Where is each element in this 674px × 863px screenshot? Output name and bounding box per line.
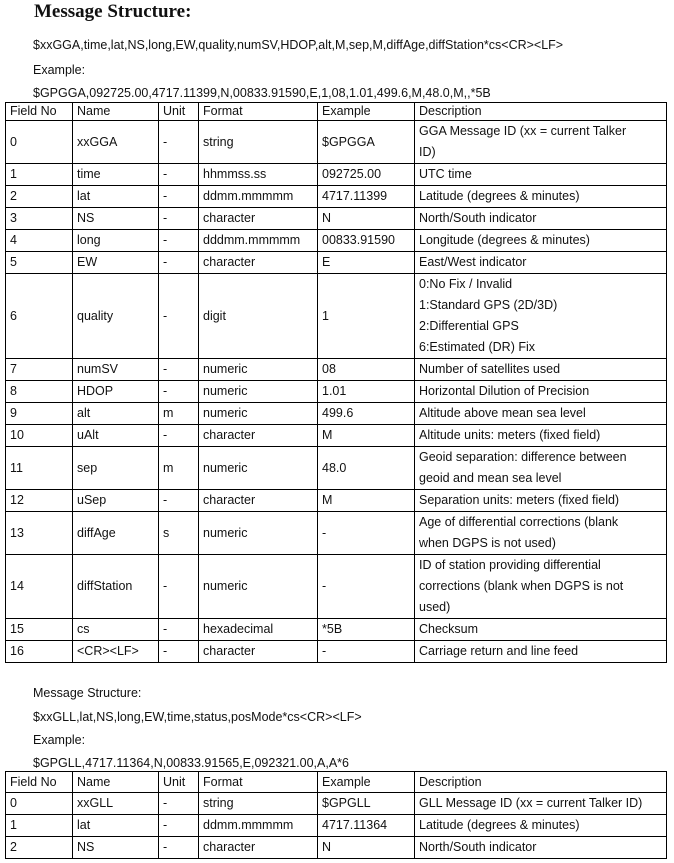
column-header-format: Format — [199, 103, 318, 121]
cell-unit: - — [159, 252, 199, 274]
cell-name: EW — [73, 252, 159, 274]
cell-format: ddmm.mmmmm — [199, 815, 318, 837]
cell-example: 4717.11364 — [318, 815, 415, 837]
cell-field-no: 7 — [6, 359, 73, 381]
description-line: Separation units: meters (fixed field) — [419, 493, 620, 507]
cell-example: $GPGLL — [318, 793, 415, 815]
cell-format: numeric — [199, 512, 318, 555]
cell-example: *5B — [318, 619, 415, 641]
cell-format: string — [199, 793, 318, 815]
cell-unit: - — [159, 359, 199, 381]
cell-field-no: 11 — [6, 447, 73, 490]
cell-name: xxGGA — [73, 121, 159, 164]
table-row — [6, 121, 667, 164]
section2-structure: $xxGLL,lat,NS,long,EW,time,status,posMode*cs<CR><LF> — [33, 710, 362, 724]
cell-field-no: 3 — [6, 208, 73, 230]
cell-description — [415, 837, 667, 859]
column-header-field-no: Field No — [6, 103, 73, 121]
cell-unit: - — [159, 641, 199, 663]
cell-field-no: 4 — [6, 230, 73, 252]
column-header-unit: Unit — [159, 772, 199, 793]
cell-example: 08 — [318, 359, 415, 381]
cell-name: time — [73, 164, 159, 186]
cell-unit: - — [159, 555, 199, 619]
description-line: North/South indicator — [419, 211, 537, 225]
cell-format: character — [199, 837, 318, 859]
description-line: North/South indicator — [419, 840, 537, 854]
cell-description — [415, 359, 667, 381]
description-line: Longitude (degrees & minutes) — [419, 233, 590, 247]
cell-field-no: 0 — [6, 121, 73, 164]
description-line: corrections (blank when DGPS is not — [419, 579, 624, 593]
cell-unit: - — [159, 793, 199, 815]
cell-field-no: 5 — [6, 252, 73, 274]
section2-heading: Message Structure: — [33, 686, 142, 700]
description-line: GGA Message ID (xx = current Talker — [419, 124, 627, 138]
cell-description — [415, 186, 667, 208]
cell-description — [415, 490, 667, 512]
cell-field-no: 2 — [6, 186, 73, 208]
gll-field-table — [5, 771, 667, 859]
cell-field-no: 14 — [6, 555, 73, 619]
table-row — [6, 381, 667, 403]
cell-example: 1 — [318, 274, 415, 359]
cell-unit: m — [159, 403, 199, 425]
description-line: 0:No Fix / Invalid — [419, 277, 513, 291]
description-line: ID of station providing differential — [419, 558, 601, 572]
cell-format: ddmm.mmmmm — [199, 186, 318, 208]
cell-example: 092725.00 — [318, 164, 415, 186]
cell-format: character — [199, 490, 318, 512]
column-header-unit: Unit — [159, 103, 199, 121]
cell-format: character — [199, 252, 318, 274]
description-line: East/West indicator — [419, 255, 527, 269]
cell-unit: - — [159, 274, 199, 359]
cell-description — [415, 252, 667, 274]
column-header-description: Description — [415, 772, 667, 793]
cell-description — [415, 512, 667, 555]
table-row — [6, 230, 667, 252]
description-line: Altitude above mean sea level — [419, 406, 586, 420]
table-row — [6, 490, 667, 512]
cell-name: <CR><LF> — [73, 641, 159, 663]
cell-example: - — [318, 512, 415, 555]
cell-name: lat — [73, 815, 159, 837]
description-line: 2:Differential GPS — [419, 319, 519, 333]
cell-unit: s — [159, 512, 199, 555]
cell-name: uAlt — [73, 425, 159, 447]
cell-description — [415, 230, 667, 252]
cell-unit: - — [159, 381, 199, 403]
cell-name: NS — [73, 208, 159, 230]
description-line: Latitude (degrees & minutes) — [419, 818, 580, 832]
cell-name: lat — [73, 186, 159, 208]
table-row — [6, 252, 667, 274]
cell-field-no: 12 — [6, 490, 73, 512]
description-line: Number of satellites used — [419, 362, 561, 376]
cell-description — [415, 815, 667, 837]
table-row — [6, 186, 667, 208]
cell-unit: - — [159, 425, 199, 447]
cell-description — [415, 121, 667, 164]
column-header-format: Format — [199, 772, 318, 793]
cell-format: character — [199, 208, 318, 230]
table-row — [6, 837, 667, 859]
cell-unit: - — [159, 837, 199, 859]
cell-unit: - — [159, 164, 199, 186]
cell-format: hhmmss.ss — [199, 164, 318, 186]
table-row — [6, 555, 667, 619]
column-header-field-no: Field No — [6, 772, 73, 793]
column-header-example: Example — [318, 103, 415, 121]
table-row — [6, 425, 667, 447]
table-row — [6, 208, 667, 230]
description-line: Latitude (degrees & minutes) — [419, 189, 580, 203]
cell-format: hexadecimal — [199, 619, 318, 641]
cell-description — [415, 793, 667, 815]
cell-unit: - — [159, 619, 199, 641]
cell-description — [415, 381, 667, 403]
cell-format: numeric — [199, 359, 318, 381]
description-line: UTC time — [419, 167, 472, 181]
description-line: Geoid separation: difference between — [419, 450, 627, 464]
cell-example: 00833.91590 — [318, 230, 415, 252]
cell-field-no: 1 — [6, 164, 73, 186]
cell-field-no: 9 — [6, 403, 73, 425]
cell-format: numeric — [199, 447, 318, 490]
column-header-description: Description — [415, 103, 667, 121]
table-row — [6, 274, 667, 359]
cell-description — [415, 164, 667, 186]
column-header-name: Name — [73, 103, 159, 121]
cell-unit: - — [159, 186, 199, 208]
description-line: Horizontal Dilution of Precision — [419, 384, 590, 398]
cell-description — [415, 641, 667, 663]
cell-unit: - — [159, 230, 199, 252]
table-row — [6, 359, 667, 381]
cell-field-no: 10 — [6, 425, 73, 447]
cell-name: quality — [73, 274, 159, 359]
cell-description — [415, 447, 667, 490]
section1-heading: Message Structure: — [34, 1, 192, 22]
cell-format: character — [199, 641, 318, 663]
cell-example: M — [318, 490, 415, 512]
cell-field-no: 15 — [6, 619, 73, 641]
cell-field-no: 16 — [6, 641, 73, 663]
cell-example: M — [318, 425, 415, 447]
cell-field-no: 2 — [6, 837, 73, 859]
section1-structure: $xxGGA,time,lat,NS,long,EW,quality,numSV,HDOP,alt,M,sep,M,diffAge,diffStation*cs<CR><LF> — [33, 38, 564, 52]
cell-format: numeric — [199, 403, 318, 425]
gga-field-table — [5, 102, 667, 663]
cell-name: long — [73, 230, 159, 252]
description-line: 6:Estimated (DR) Fix — [419, 340, 535, 354]
cell-name: uSep — [73, 490, 159, 512]
cell-field-no: 13 — [6, 512, 73, 555]
description-line: GLL Message ID (xx = current Talker ID) — [419, 796, 643, 810]
cell-description — [415, 619, 667, 641]
cell-description — [415, 555, 667, 619]
table-row — [6, 403, 667, 425]
cell-description — [415, 208, 667, 230]
table-row — [6, 815, 667, 837]
cell-format: dddmm.mmmmm — [199, 230, 318, 252]
cell-description — [415, 425, 667, 447]
cell-name: NS — [73, 837, 159, 859]
cell-example: 1.01 — [318, 381, 415, 403]
section2-example: $GPGLL,4717.11364,N,00833.91565,E,092321.00,A,A*6 — [33, 756, 349, 770]
cell-example: 4717.11399 — [318, 186, 415, 208]
cell-name: cs — [73, 619, 159, 641]
table-row — [6, 447, 667, 490]
description-line: 1:Standard GPS (2D/3D) — [419, 298, 558, 312]
cell-unit: - — [159, 490, 199, 512]
cell-description — [415, 274, 667, 359]
cell-format: string — [199, 121, 318, 164]
table-row — [6, 793, 667, 815]
cell-field-no: 8 — [6, 381, 73, 403]
cell-unit: m — [159, 447, 199, 490]
cell-format: numeric — [199, 381, 318, 403]
cell-description — [415, 403, 667, 425]
cell-name: HDOP — [73, 381, 159, 403]
cell-example: N — [318, 208, 415, 230]
table-header-row — [6, 103, 667, 121]
table-row — [6, 164, 667, 186]
table-row — [6, 619, 667, 641]
cell-name: diffStation — [73, 555, 159, 619]
cell-name: xxGLL — [73, 793, 159, 815]
section2-example-label: Example: — [33, 733, 86, 747]
cell-field-no: 6 — [6, 274, 73, 359]
table-header-row — [6, 772, 667, 793]
column-header-example: Example — [318, 772, 415, 793]
description-line: when DGPS is not used) — [419, 536, 556, 550]
cell-unit: - — [159, 121, 199, 164]
cell-name: numSV — [73, 359, 159, 381]
cell-field-no: 1 — [6, 815, 73, 837]
cell-unit: - — [159, 815, 199, 837]
cell-format: numeric — [199, 555, 318, 619]
description-line: Carriage return and line feed — [419, 644, 579, 658]
cell-example: 48.0 — [318, 447, 415, 490]
cell-format: character — [199, 425, 318, 447]
section1-example: $GPGGA,092725.00,4717.11399,N,00833.91590,E,1,08,1.01,499.6,M,48.0,M,,*5B — [33, 86, 491, 100]
cell-example: N — [318, 837, 415, 859]
cell-example: E — [318, 252, 415, 274]
table-row — [6, 641, 667, 663]
cell-name: diffAge — [73, 512, 159, 555]
cell-name: sep — [73, 447, 159, 490]
description-line: geoid and mean sea level — [419, 471, 562, 485]
cell-example: $GPGGA — [318, 121, 415, 164]
cell-unit: - — [159, 208, 199, 230]
description-line: Altitude units: meters (fixed field) — [419, 428, 601, 442]
section1-example-label: Example: — [33, 63, 86, 77]
cell-example: - — [318, 555, 415, 619]
description-line: Age of differential corrections (blank — [419, 515, 619, 529]
description-line: Checksum — [419, 622, 479, 636]
table-row — [6, 512, 667, 555]
description-line: used) — [419, 600, 451, 614]
description-line: ID) — [419, 145, 436, 159]
cell-name: alt — [73, 403, 159, 425]
column-header-name: Name — [73, 772, 159, 793]
cell-format: digit — [199, 274, 318, 359]
cell-example: - — [318, 641, 415, 663]
cell-field-no: 0 — [6, 793, 73, 815]
cell-example: 499.6 — [318, 403, 415, 425]
